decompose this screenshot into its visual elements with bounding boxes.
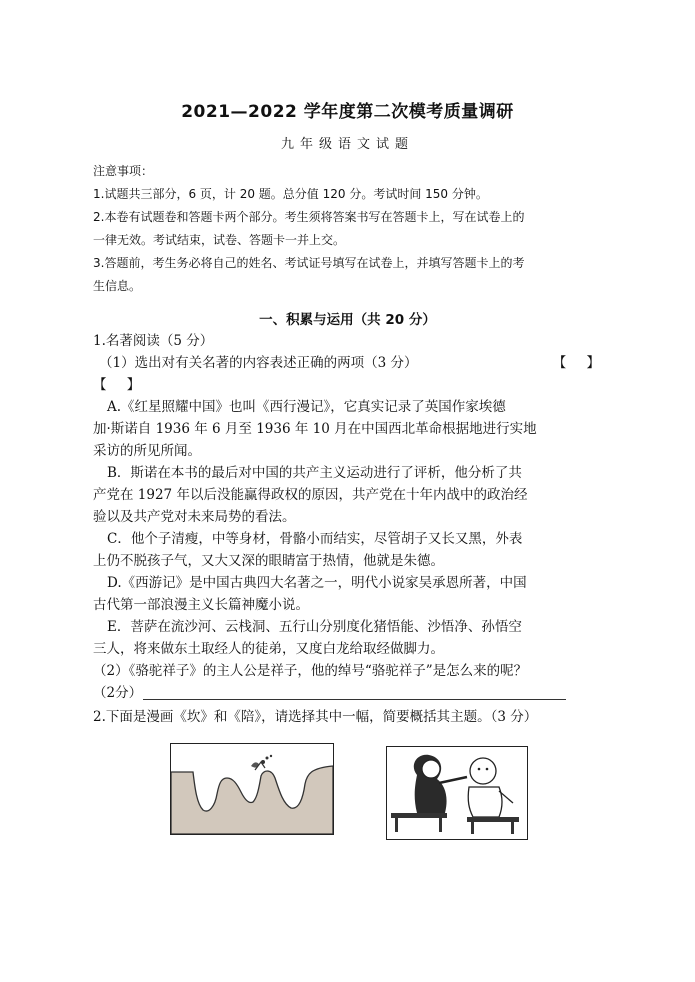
option-d-line: D.《西游记》是中国古典四大名著之一，明代小说家吴承恩所著，中国 xyxy=(107,575,527,591)
question-1 xyxy=(93,330,613,704)
option-e-line: E．菩萨在流沙河、云栈洞、五行山分别度化猪悟能、沙悟净、孙悟空 xyxy=(107,619,522,635)
notes-section xyxy=(93,160,608,298)
exam-title: 2021—2022 学年度第二次模考质量调研 xyxy=(181,102,514,122)
question-1-sub1: （1）选出对有关名著的内容表述正确的两项（3 分） xyxy=(99,355,418,371)
notes-item: 生信息。 xyxy=(93,279,142,293)
option-e-line: 三人，将来做东土取经人的徒弟，又度白龙给取经做脚力。 xyxy=(93,641,444,657)
cartoon-pei xyxy=(386,746,528,840)
option-c-line: 上仍不脱孩子气，又大又深的眼睛富于热情，他就是朱德。 xyxy=(93,553,444,569)
option-a-line: A.《红星照耀中国》也叫《西行漫记》，它真实记录了英国作家埃德 xyxy=(107,399,506,415)
cartoon-kan xyxy=(170,743,334,835)
exam-subtitle: 九年级语文试题 xyxy=(280,137,414,152)
notes-item: 2.本卷有试题卷和答题卡两个部分。考生须将答案书写在答题卡上，写在试卷上的 xyxy=(93,210,525,224)
option-c-line: C．他个子清瘦，中等身材，骨骼小而结实，尽管胡子又长又黑，外表 xyxy=(107,531,523,547)
answer-bracket-left: 【 】 xyxy=(93,377,149,393)
section-title: 一、积累与运用（共 20 分） xyxy=(259,312,436,328)
cartoon-pei-drawing xyxy=(387,747,527,839)
question-1-heading: 1.名著阅读（5 分） xyxy=(93,333,214,349)
notes-heading: 注意事项： xyxy=(93,164,154,178)
option-d-line: 古代第一部浪漫主义长篇神魔小说。 xyxy=(93,597,309,613)
answer-bracket-right: 【 】 xyxy=(552,355,608,371)
question-1-sub2-score: （2分） xyxy=(93,685,143,701)
notes-item: 3.答题前，考生务必将自己的姓名、考试证号填写在试卷上，并填写答题卡上的考 xyxy=(93,256,525,270)
option-a-line: 加·斯诺自 1936 年 6 月至 1936 年 10 月在中国西北革命根据地进行实地 xyxy=(93,421,537,437)
cartoon-kan-drawing xyxy=(171,744,333,834)
option-b-line: 产党在 1927 年以后没能赢得政权的原因，共产党在十年内战中的政治经 xyxy=(93,487,528,503)
option-a-line: 采访的所见所闻。 xyxy=(93,443,201,459)
option-b-line: B．斯诺在本书的最后对中国的共产主义运动进行了评析，他分析了共 xyxy=(107,465,522,481)
answer-line[interactable] xyxy=(143,699,566,700)
notes-item: 1.试题共三部分，6 页，计 20 题。总分值 120 分。考试时间 150 分钟。 xyxy=(93,187,488,201)
notes-item: 一律无效。考试结束，试卷、答题卡一并上交。 xyxy=(93,233,346,247)
question-2 xyxy=(93,706,613,728)
question-1-sub1-row xyxy=(93,352,608,374)
option-b-line: 验以及共产党对未来局势的看法。 xyxy=(93,509,296,525)
question-2-text: 2.下面是漫画《坎》和《陪》，请选择其中一幅，简要概括其主题。（3 分） xyxy=(93,709,538,725)
question-1-sub2: （2）《骆驼祥子》的主人公是祥子，他的绰号“骆驼祥子”是怎么来的呢？ xyxy=(93,663,528,679)
